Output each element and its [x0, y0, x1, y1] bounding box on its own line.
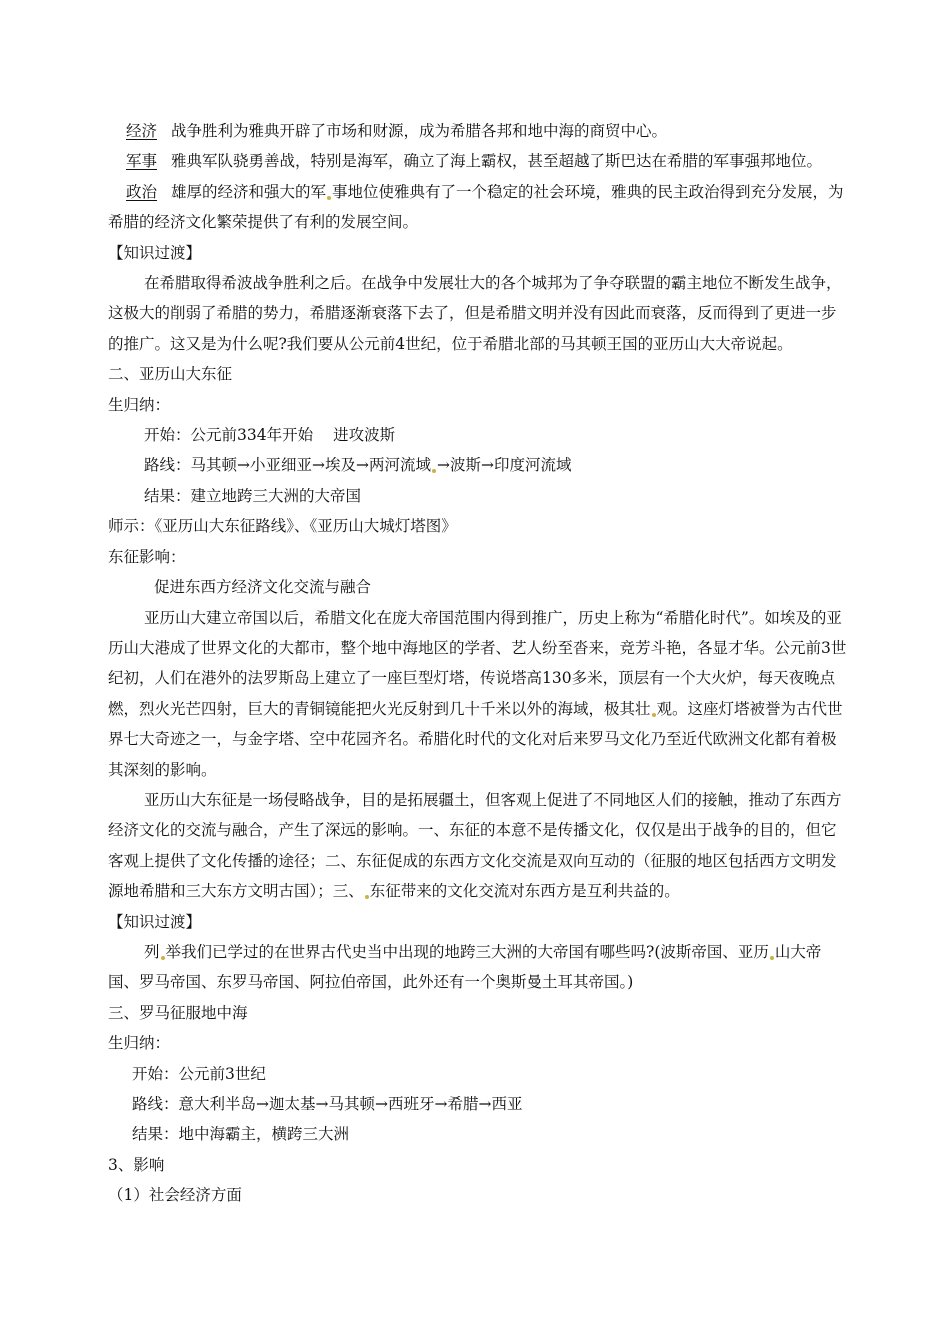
alexander-start-b: 进攻波斯	[333, 426, 396, 445]
transition2-text-c: 山大帝国、罗马帝国、东罗马帝国、阿拉伯帝国，此外还有一个奥斯曼土耳其帝国。)	[108, 942, 822, 992]
military-label: 军事	[126, 152, 158, 171]
teacher-show: 师示：《亚历山大东征路线》、《亚历山大城灯塔图》	[108, 517, 457, 536]
impact-heading: 3、影响	[108, 1155, 165, 1174]
marker-dot	[327, 196, 331, 200]
transition-paragraph-1: 在希腊取得希波战争胜利之后。在战争中发展壮大的各个城邦为了争夺联盟的霸主地位不断发生战争，这极大的削弱了希腊的势力，希腊逐渐衰落下去了，但是希腊文明并没有因此而衰落，反而得到了更进一步的推广。这又是为什么呢?我们要从公元前4世纪，位于希腊北部的马其顿王国的亚历山大大帝说起。	[108, 274, 842, 353]
alexander-para2-a: 亚历山大东征是一场侵略战争，目的是拓展疆土，但客观上促进了不同地区人们的接触，推动了东西方经济文化的交流与融合，产生了深远的影响。一、东征的本意不是传播文化，仅仅是出于战争的目的，但它客观上提供了文化传播的途径；二、东征促成的东西方文化交流是双向互动的（征服的地区包括西方文明发源地希腊和三大东方文明古国）；三、	[108, 790, 842, 901]
summary-label-rome: 生归纳：	[108, 1034, 171, 1053]
marker-dot	[161, 956, 165, 960]
impact-point: 促进东西方经济文化交流与融合	[154, 578, 372, 597]
alexander-para2-b: 东征带来的文化交流对东西方是互利共益的。	[369, 882, 680, 901]
politics-paragraph	[108, 177, 848, 238]
alexander-route	[108, 450, 848, 480]
marker-dot	[365, 895, 369, 899]
rome-result: 结果：地中海霸主，横跨三大洲	[132, 1125, 350, 1144]
alexander-para1-b: 观。这座灯塔被誉为古代世界七大奇迹之一，与金字塔、空中花园齐名。希腊化时代的文化对后来罗马文化乃至近代欧洲文化都有着极其深刻的影响。	[108, 699, 843, 779]
marker-dot	[432, 469, 436, 473]
military-paragraph	[108, 146, 848, 176]
rome-start: 开始：公元前3世纪	[132, 1064, 266, 1083]
alexander-paragraph-1	[108, 603, 848, 785]
politics-text-b: 事地位使雅典有了一个稳定的社会环境，雅典的民主政治得到充分发展，为希腊的经济文化繁荣提供了有利的发展空间。	[108, 182, 844, 232]
impact-label: 东征影响：	[108, 547, 186, 566]
alexander-start-a: 开始：公元前334年开始	[144, 426, 314, 445]
transition-paragraph-2	[108, 937, 848, 998]
section-heading-rome: 三、罗马征服地中海	[108, 1003, 248, 1022]
alexander-para1-a: 亚历山大建立帝国以后，希腊文化在庞大帝国范围内得到推广，历史上称为“希腊化时代”。如埃及的亚历山大港成了世界文化的大都市，整个地中海地区的学者、艺人纷至沓来，竞芳斗艳，各显才华。公元前3世纪初，人们在港外的法罗斯岛上建立了一座巨型灯塔，传说塔高130多米，顶层有一个大火炉，每天夜晚点燃，烈火光芒四射，巨大的青铜镜能把火光反射到几十千米以外的海域，极其壮	[108, 608, 847, 718]
summary-label-alexander: 生归纳：	[108, 395, 171, 414]
section-heading-alexander: 二、亚历山大东征	[108, 365, 233, 384]
alexander-paragraph-2	[108, 785, 848, 907]
impact-item-1: （1）社会经济方面	[108, 1186, 242, 1205]
marker-dot	[652, 713, 656, 717]
economy-paragraph	[108, 116, 848, 146]
politics-label: 政治	[126, 182, 158, 201]
marker-dot	[770, 956, 774, 960]
alexander-result: 结果：建立地跨三大洲的大帝国	[144, 486, 362, 505]
rome-route: 路线：意大利半岛→迦太基→马其顿→西班牙→希腊→西亚	[132, 1095, 523, 1113]
transition-heading-1: 【知识过渡】	[108, 243, 202, 262]
alexander-route-b: →波斯→印度河流域	[436, 456, 572, 475]
economy-label: 经济	[126, 122, 158, 140]
transition2-text-b: 举我们已学过的在世界古代史当中出现的地跨三大洲的大帝国有哪些吗?(波斯帝国、亚历	[165, 942, 769, 961]
transition-heading-2: 【知识过渡】	[108, 912, 202, 931]
transition2-text-a: 列	[144, 942, 160, 961]
politics-text-a: 雄厚的经济和强大的军	[171, 182, 327, 201]
alexander-start	[108, 420, 848, 450]
military-text: 雅典军队骁勇善战，特别是海军，确立了海上霸权，甚至超越了斯巴达在希腊的军事强邦地位。	[171, 152, 823, 171]
alexander-route-a: 路线：马其顿→小亚细亚→埃及→两河流域	[144, 456, 431, 475]
economy-text: 战争胜利为雅典开辟了市场和财源，成为希腊各邦和地中海的商贸中心。	[171, 122, 668, 140]
document-page	[108, 116, 848, 1211]
